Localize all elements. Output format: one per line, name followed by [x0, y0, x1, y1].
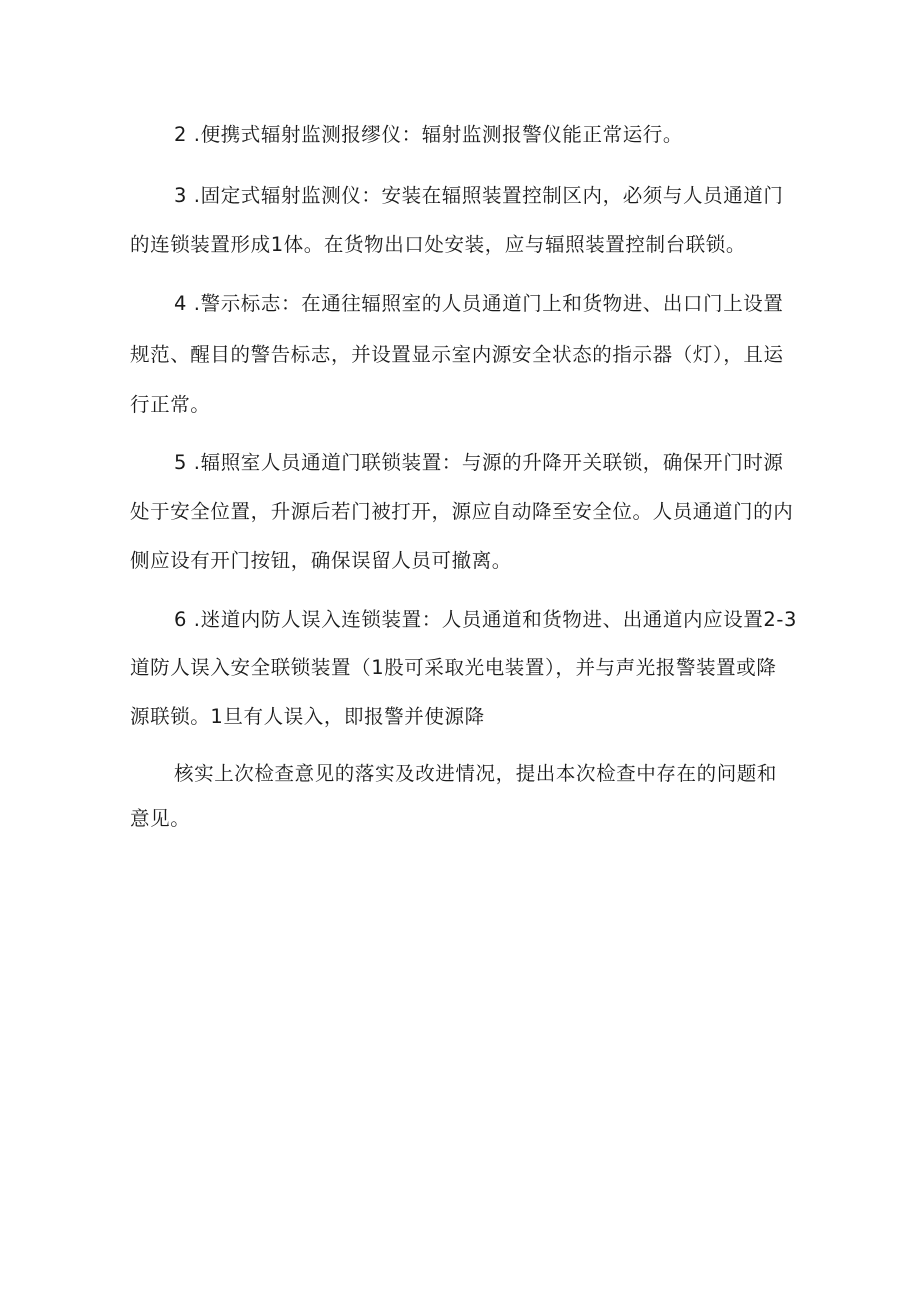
- paragraph-item-5-line-1: 5 .辐照室人员通道门联锁装置：与源的升降开关联锁，确保开门时源: [174, 451, 784, 474]
- paragraph-item-5-line-2: 处于安全位置，升源后若门被打开，源应自动降至安全位。人员通道门的内: [130, 500, 794, 523]
- paragraph-item-6-line-2: 道防人误入安全联锁装置（1股可采取光电装置），并与声光报警装置或降: [130, 656, 777, 679]
- paragraph-closing-line-2: 意见。: [130, 807, 191, 830]
- paragraph-item-4-line-2: 规范、醒目的警告标志，并设置显示室内源安全状态的指示器（灯），且运: [130, 343, 784, 366]
- paragraph-item-2-line-1: 2 .便携式辐射监测报缪仪：辐射监测报警仪能正常运行。: [174, 123, 684, 146]
- paragraph-item-3-line-2: 的连锁装置形成1体。在货物出口处安装，应与辐照装置控制台联锁。: [130, 233, 747, 256]
- paragraph-closing-line-1: 核实上次检查意见的落实及改进情况，提出本次检查中存在的问题和: [174, 762, 778, 785]
- paragraph-item-4-line-3: 行正常。: [130, 393, 211, 416]
- paragraph-item-6-line-1: 6 .迷道内防人误入连锁装置：人员通道和货物进、出通道内应设置2-3: [174, 608, 798, 631]
- paragraph-item-5-line-3: 侧应设有开门按钮，确保误留人员可撤离。: [130, 549, 512, 572]
- paragraph-item-4-line-1: 4 .警示标志：在通往辐照室的人员通道门上和货物进、出口门上设置: [174, 292, 784, 315]
- paragraph-item-6-line-3: 源联锁。1旦有人误入，即报警并使源降: [130, 705, 485, 728]
- paragraph-item-3-line-1: 3 .固定式辐射监测仪：安装在辐照装置控制区内，必须与人员通道门: [174, 184, 784, 207]
